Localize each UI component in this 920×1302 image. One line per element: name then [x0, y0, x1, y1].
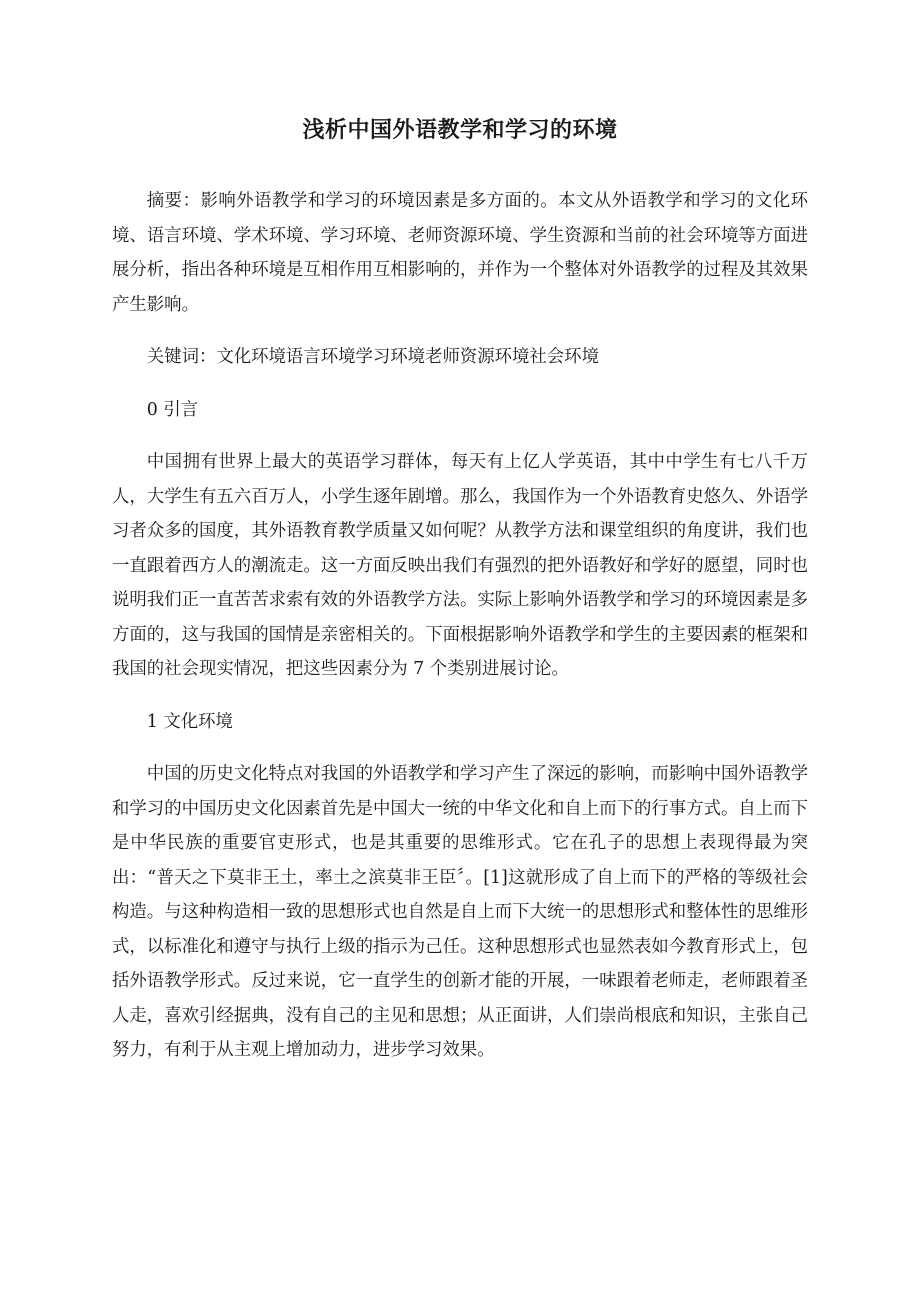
- section-heading-introduction: 0 引言: [146, 399, 199, 420]
- abstract-paragraph: 摘要：影响外语教学和学习的环境因素是多方面的。本文从外语教学和学习的文化环境、语言环境、学术环境、学习环境、老师资源环境、学生资源和当前的社会环境等方面进展分析，指出各种环境是互相作用互相影响的，并作为一个整体对外语教学的过程及其效果产生影响。: [112, 191, 808, 315]
- keywords-paragraph: 关键词：文化环境语言环境学习环境老师资源环境社会环境: [146, 347, 599, 367]
- document-page: [112, 0, 808, 1068]
- introduction-paragraph: 中国拥有世界上最大的英语学习群体，每天有上亿人学英语，其中中学生有七八千万人，大学生有五六百万人，小学生逐年剧增。那么，我国作为一个外语教育史悠久、外语学习者众多的国度，其外语教育教学质量又如何呢？从教学方法和课堂组织的角度讲，我们也一直跟着西方人的潮流走。这一方面反映出我们有强烈的把外语教好和学好的愿望，同时也说明我们正一直苦苦求索有效的外语教学方法。实际上影响外语教学和学习的环境因素是多方面的，这与我国的国情是亲密相关的。下面根据影响外语教学和学生的主要因素的框架和我国的社会现实情况，把这些因素分为 7 个类别进展讨论。: [112, 452, 808, 679]
- document-title: 浅析中国外语教学和学习的环境: [302, 118, 618, 143]
- section-heading-cultural-environment: 1 文化环境: [146, 711, 233, 732]
- cultural-environment-paragraph: 中国的历史文化特点对我国的外语教学和学习产生了深远的影响，而影响中国外语教学和学习的中国历史文化因素首先是中国大一统的中华文化和自上而下的行事方式。自上而下是中华民族的重要官吏形式，也是其重要的思维形式。它在孔子的思想上表现得最为突出：“普天之下莫非王土，率土之滨莫非王臣〞。[1]这就形成了自上而下的严格的等级社会构造。与这种构造相一致的思想形式也自然是自上而下大统一的思想形式和整体性的思维形式，以标准化和遵守与执行上级的指示为己任。这种思想形式也显然表如今教育形式上，包括外语教学形式。反过来说，它一直学生的创新才能的开展，一味跟着老师走，老师跟着圣人走，喜欢引经据典，没有自己的主见和思想；从正面讲，人们崇尚根底和知识，主张自己努力，有利于从主观上增加动力，进步学习效果。: [112, 764, 808, 1060]
